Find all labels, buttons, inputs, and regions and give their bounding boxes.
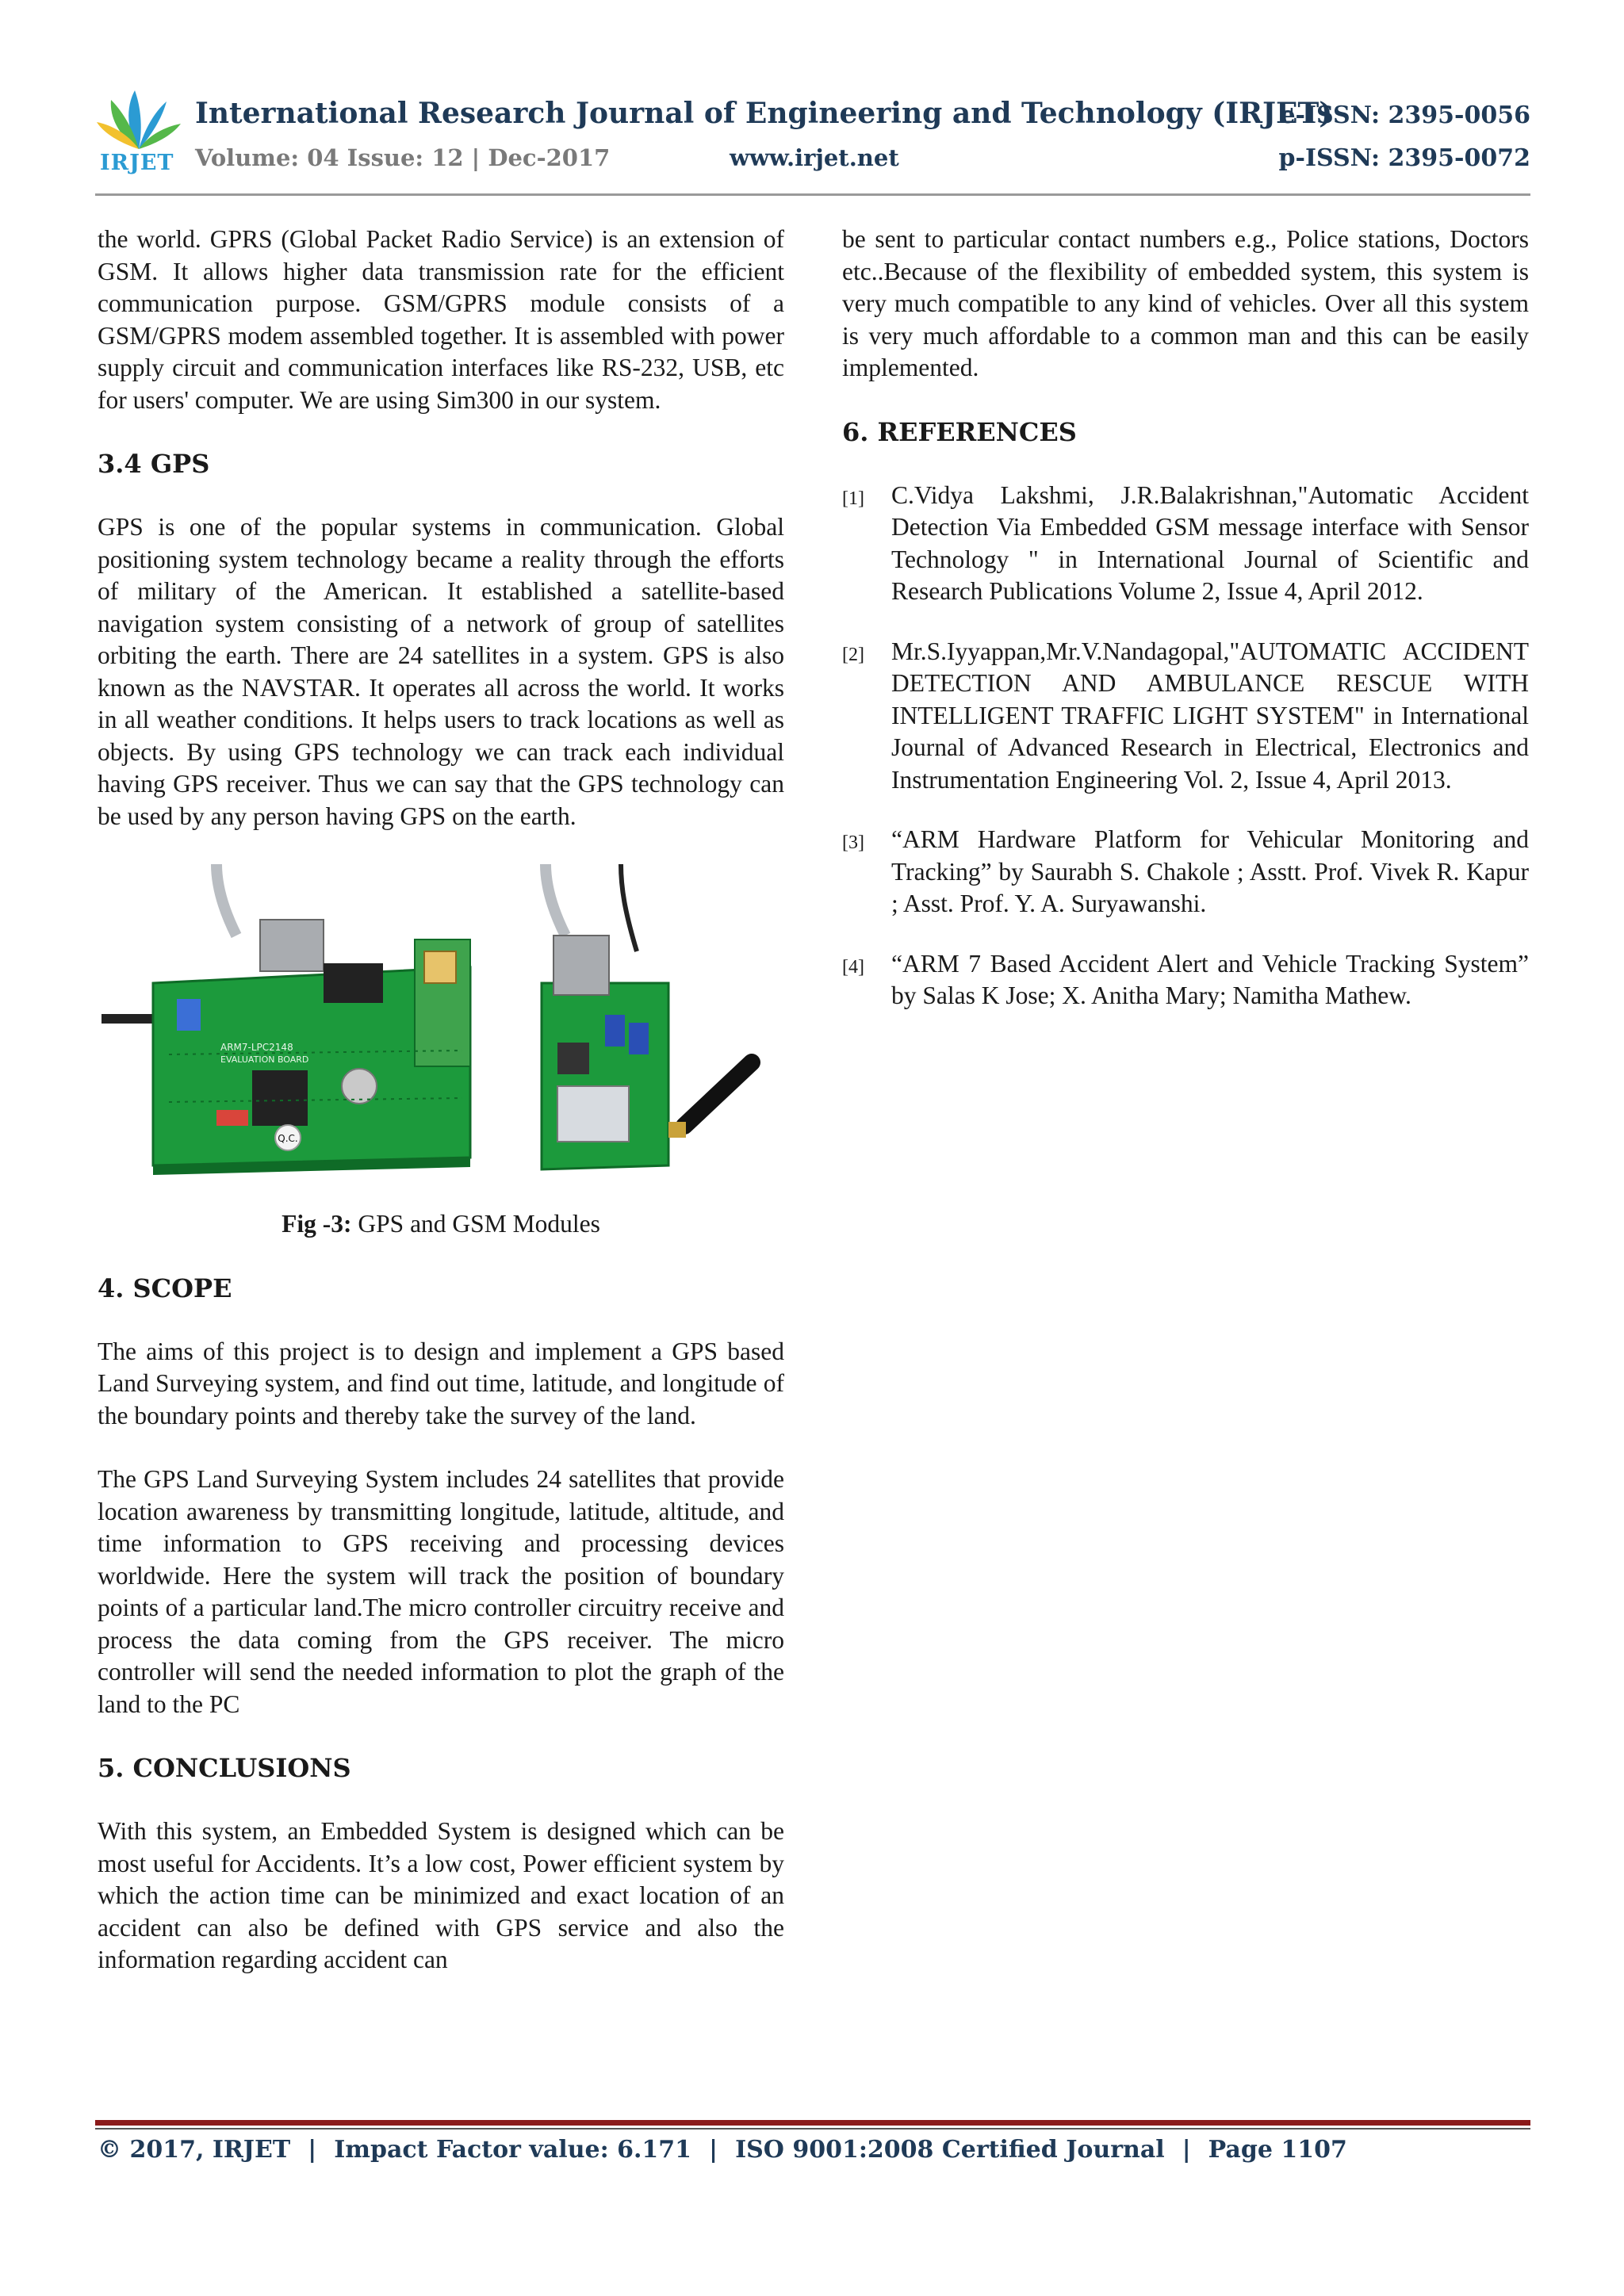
figure-gps-gsm-modules — [98, 864, 784, 1189]
reference-number: [1] — [842, 488, 864, 509]
reference-number: [2] — [842, 644, 864, 665]
left-column — [98, 224, 784, 2008]
footer-iso: ISO 9001:2008 Certified Journal — [735, 2136, 1165, 2164]
reference-text: Mr.S.Iyyappan,Mr.V.Nandagopal,"AUTOMATIC ACCIDENT DETECTION AND AMBULANCE RESCUE WITH INTELLIGENT TRAFFIC LIGHT SYSTEM" in International Journal of Advanced Research in Electrical, Electronics and Instrumentation Engineering Vol. 2, Issue 4, April 2013. — [891, 637, 1529, 794]
reference-list — [842, 480, 1529, 1012]
figure-label: Fig -3: — [282, 1210, 352, 1238]
reference-number: [4] — [842, 956, 864, 978]
board-label-1: ARM7-LPC2148 — [220, 1042, 293, 1053]
reference-item — [842, 480, 1529, 608]
db9-connector-2 — [324, 963, 383, 1003]
reference-number: [3] — [842, 832, 864, 853]
gsm-antenna — [684, 1062, 752, 1126]
power-wire — [621, 864, 637, 951]
sim300-module — [557, 1086, 629, 1142]
board-label-2: EVALUATION BOARD — [220, 1054, 309, 1065]
capacitor — [177, 999, 201, 1031]
footer-page-number: Page 1107 — [1208, 2136, 1347, 2164]
logo-text: IRJET — [100, 151, 174, 175]
gps-gsm-photo — [98, 864, 784, 1189]
journal-title: International Research Journal of Engineering and Technology (IRJET) — [195, 97, 1333, 130]
gps-antenna — [424, 951, 456, 983]
eissn: e-ISSN: 2395-0056 — [1280, 101, 1530, 129]
scope-paragraph-1: The aims of this project is to design and implement a GPS based Land Surveying system, and find out time, latitude, and longitude of the boundary points and thereby take the survey of the land. — [98, 1337, 784, 1429]
scope-paragraph-2: The GPS Land Surveying System includes 24 satellites that provide location awareness by transmitting longitude, latitude, altitude, and time information to GPS receiving and processing devices worldwide. Here the system will track the position of boundary points of a particular land.The micro controller circuitry receive and process the data coming from the GPS receiver. The micro controller will send the needed information to plot the graph of the land to the PC — [98, 1465, 784, 1718]
figure-caption — [98, 1208, 784, 1241]
serial-cable-2 — [546, 864, 565, 936]
dip-switch — [216, 1110, 248, 1126]
footer-rule — [95, 2120, 1530, 2126]
reference-text: “ARM Hardware Platform for Vehicular Monitoring and Tracking” by Saurabh S. Chakole ; Asstt. Prof. Vivek R. Kapur ; Asst. Prof. Y. A. Suryawanshi. — [891, 825, 1529, 917]
coin-battery — [342, 1069, 377, 1104]
reference-text: C.Vidya Lakshmi, J.R.Balakrishnan,"Automatic Accident Detection Via Embedded GSM message interface with Sensor Technology " in International Journal of Scientific and Research Publications Volume 2, Issue 4, April 2012. — [891, 480, 1529, 605]
microcontroller-chip — [252, 1070, 308, 1126]
section-heading-conclusions: 5. CONCLUSIONS — [98, 1753, 351, 1783]
page-footer: © 2017, IRJET | Impact Factor value: 6.171 | ISO 9001:2008 Certified Journal | Page 1107 — [98, 2136, 1347, 2164]
reference-item — [842, 824, 1529, 920]
serial-cable — [216, 864, 236, 936]
db9-connector-1 — [260, 920, 324, 971]
reference-item — [842, 636, 1529, 797]
conclusions-continued: be sent to particular contact numbers e.g., Police stations, Doctors etc..Because of the flexibility of embedded system, this system is very much compatible to any kind of vehicles. Over all this system is very much affordable to a common man and this can be easily implemented. — [842, 225, 1529, 381]
capacitor-2 — [605, 1015, 625, 1047]
db9-connector-3 — [553, 936, 609, 995]
irjet-logo — [95, 84, 182, 179]
journal-website[interactable]: www.irjet.net — [730, 144, 899, 171]
footer-copyright: © 2017, IRJET — [98, 2136, 291, 2164]
reference-text: “ARM 7 Based Accident Alert and Vehicle Tracking System” by Salas K Jose; X. Anitha Mary; Namitha Mathew. — [891, 949, 1529, 1009]
section-heading-references: 6. REFERENCES — [842, 416, 1077, 447]
sim-holder — [557, 1043, 589, 1074]
section-heading-scope: 4. SCOPE — [98, 1272, 232, 1303]
header-divider — [95, 193, 1530, 196]
right-column — [842, 224, 1529, 1040]
gprs-paragraph: the world. GPRS (Global Packet Radio Service) is an extension of GSM. It allows higher data transmission rate for the efficient communication purpose. GSM/GPRS module consists of a GSM/GPRS modem assembled together. It is assembled with power supply circuit and communication interfaces like RS-232, USB, etc for users' computer. We are using Sim300 in our system. — [98, 225, 784, 414]
gps-paragraph: GPS is one of the popular systems in communication. Global positioning system technology became a reality through the efforts of military of the American. It established a satellite-based navigation system consisting of a network of group of satellites orbiting the earth. There are 24 satellites in a system. GPS is also known as the NAVSTAR. It operates all across the world. It works in all weather conditions. It helps users to track locations as well as objects. By using GPS technology we can track each individual having GPS receiver. Thus we can say that the GPS technology can be used by any person having GPS on the earth. — [98, 513, 784, 830]
footer-rule-thin — [95, 2128, 1530, 2130]
reference-item — [842, 948, 1529, 1012]
section-heading-gps: 3.4 GPS — [98, 449, 210, 479]
qc-sticker: Q.C. — [278, 1133, 298, 1144]
pissn: p-ISSN: 2395-0072 — [1278, 144, 1530, 172]
figure-caption-text: GPS and GSM Modules — [351, 1210, 600, 1238]
conclusions-paragraph: With this system, an Embedded System is designed which can be most useful for Accidents. It’s a low cost, Power efficient system by which the action time can be minimized and exact location of an accident can also be defined with GPS service and also the information regarding accident can — [98, 1817, 784, 1973]
footer-impact-factor: Impact Factor value: 6.171 — [334, 2136, 692, 2164]
page-header — [95, 79, 1530, 194]
volume-info: Volume: 04 Issue: 12 | Dec-2017 — [195, 144, 611, 171]
